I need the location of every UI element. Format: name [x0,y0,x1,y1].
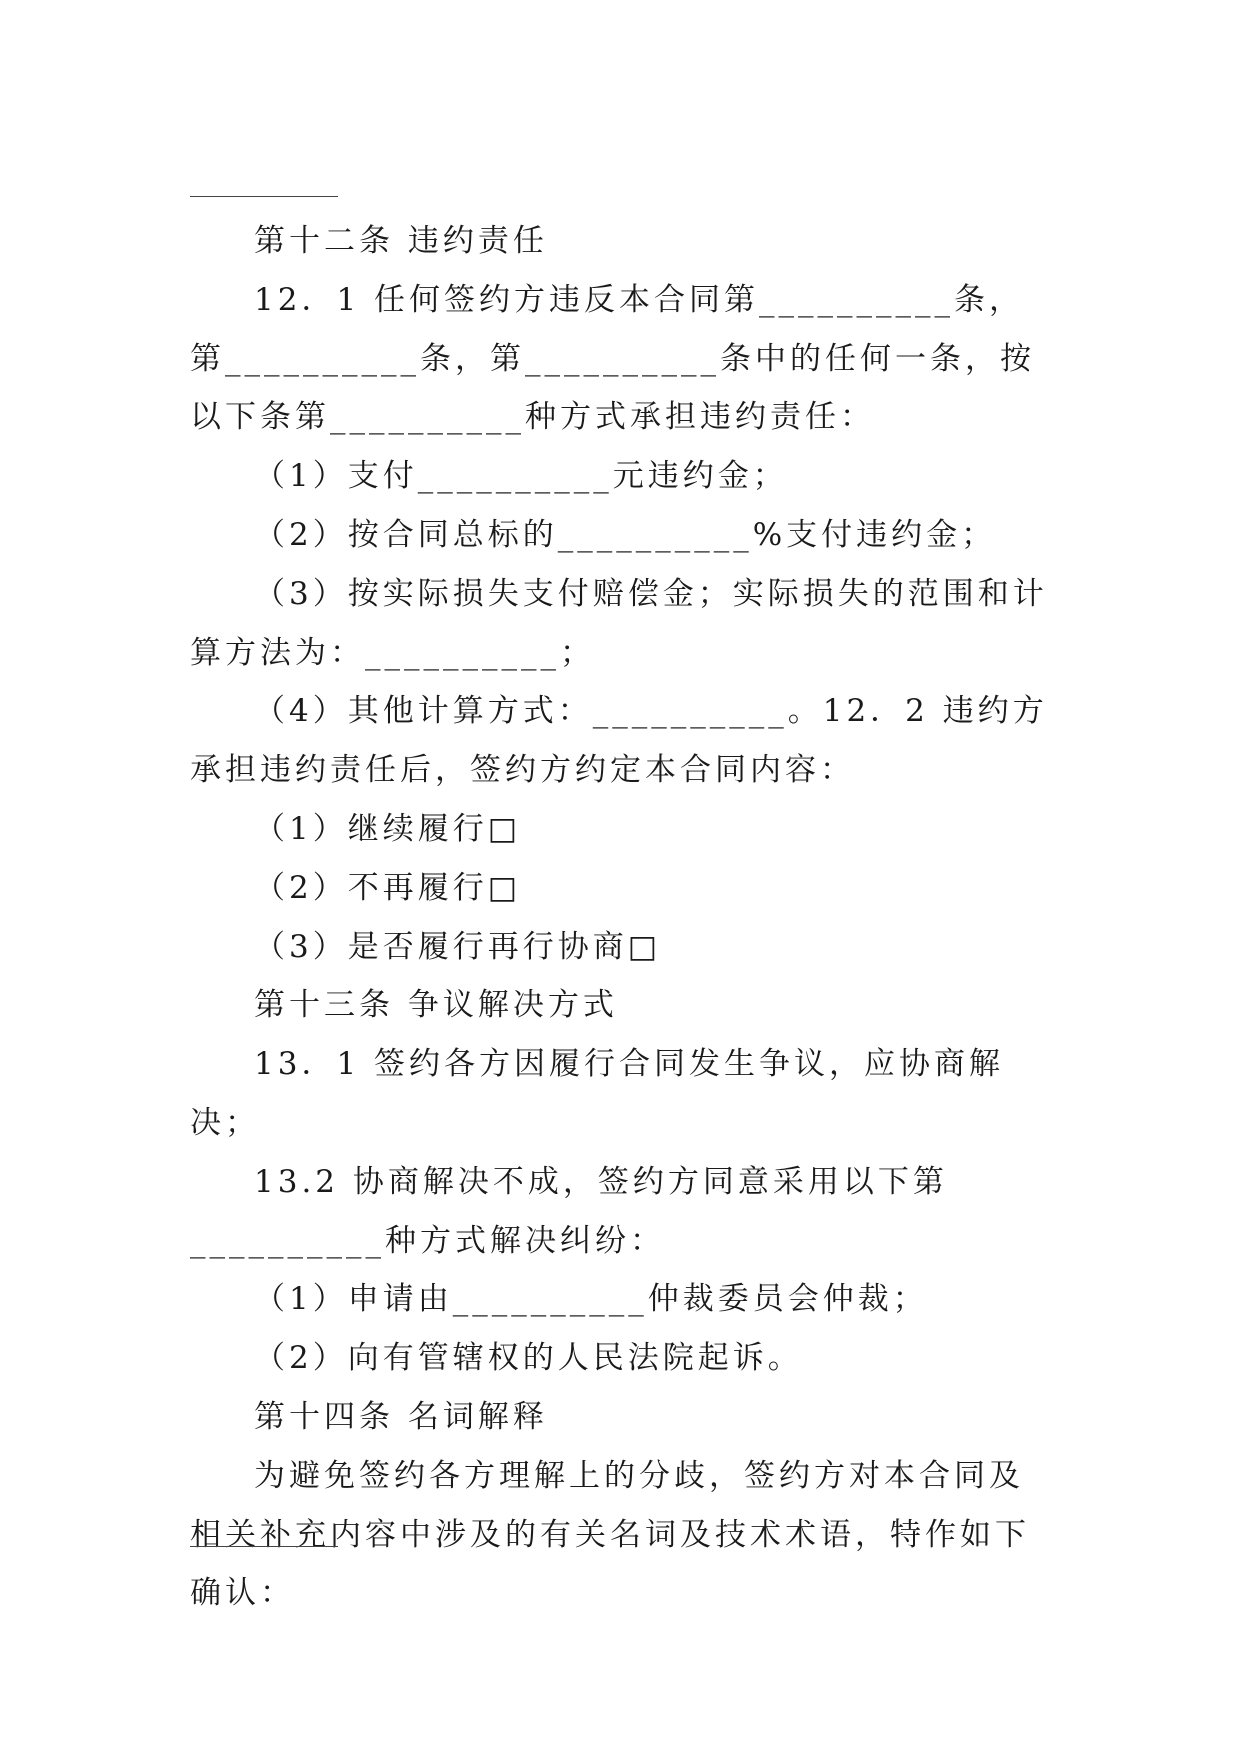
bottom-fragment-line [190,1546,338,1547]
item-12-2-2: （2）不再履行□ [254,869,522,906]
item-12-1-2: （2）按合同总标的__________%支付违约金； [254,516,997,553]
item-12-1-3: （3）按实际损失支付赔偿金；实际损失的范围和计算方法为：__________； [190,575,1048,671]
clause-13-2: 13.2 协商解决不成，签约方同意采用以下第__________种方式解决纠纷： [190,1163,948,1259]
clause-13-1: 13．1 签约各方因履行合同发生争议，应协商解决； [190,1046,1005,1141]
article-13-heading: 第十三条 争议解决方式 [254,987,618,1024]
clause-14-intro: 为避免签约各方理解上的分歧，签约方对本合同及相关补充内容中涉及的有关名词及技术术语，特作如下确认： [190,1457,1030,1612]
item-13-2-1: （1）申请由__________仲裁委员会仲裁； [254,1281,928,1318]
document-body [190,212,1050,1623]
item-12-1-1: （1）支付__________元违约金； [254,458,788,495]
article-14-heading: 第十四条 名词解释 [254,1398,548,1435]
top-fragment-line [190,196,338,197]
item-12-2-1: （1）继续履行□ [254,810,522,847]
item-12-1-4: （4）其他计算方式：__________。12．2 违约方承担违约责任后，签约方约定本合同内容： [190,693,1048,789]
item-12-2-3: （3）是否履行再行协商□ [254,928,662,965]
clause-12-1: 12．1 任何签约方违反本合同第__________条，第__________条，第__________条中的任何一条，按以下条第__________种方式承担违约责任： [190,281,1035,436]
item-13-2-2: （2）向有管辖权的人民法院起诉。 [254,1340,803,1377]
article-12-heading: 第十二条 违约责任 [254,223,548,259]
